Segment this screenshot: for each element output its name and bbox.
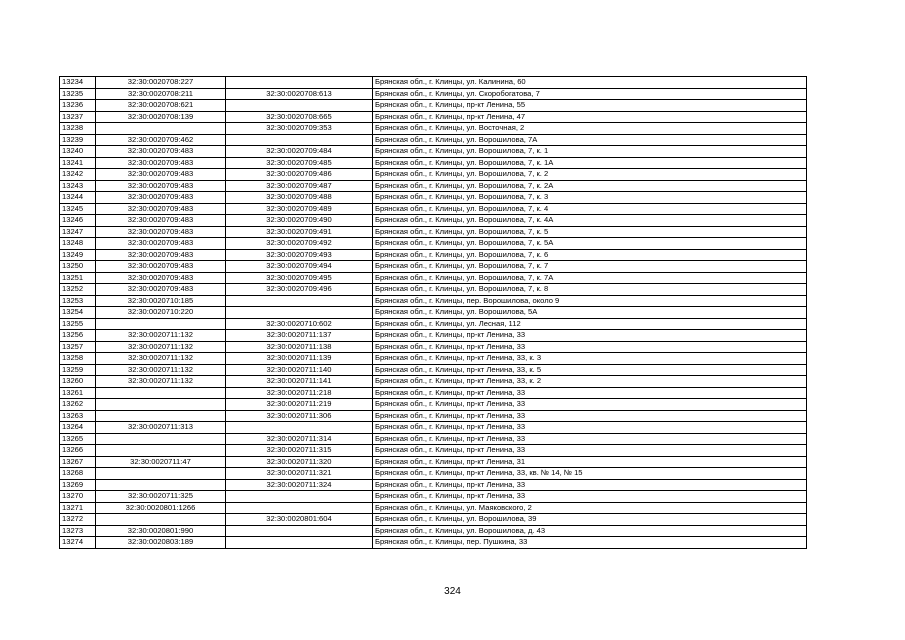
object-cadastral-number-cell: 32:30:0020709:353	[226, 123, 373, 135]
table-row	[60, 502, 807, 514]
object-cadastral-number-cell: 32:30:0020711:141	[226, 376, 373, 388]
row-number-cell: 13266	[60, 445, 96, 457]
table-row	[60, 422, 807, 434]
row-number-cell: 13274	[60, 537, 96, 549]
address-cell: Брянская обл., г. Клинцы, пр-кт Ленина, 31	[373, 456, 807, 468]
object-cadastral-number-cell: 32:30:0020709:494	[226, 261, 373, 273]
row-number-cell: 13239	[60, 134, 96, 146]
object-cadastral-number-cell	[226, 307, 373, 319]
cadastral-number-cell: 32:30:0020711:47	[96, 456, 226, 468]
address-cell: Брянская обл., г. Клинцы, пр-кт Ленина, 33	[373, 445, 807, 457]
row-number-cell: 13258	[60, 353, 96, 365]
cadastral-number-cell: 32:30:0020801:990	[96, 525, 226, 537]
object-cadastral-number-cell: 32:30:0020711:139	[226, 353, 373, 365]
row-number-cell: 13247	[60, 226, 96, 238]
address-cell: Брянская обл., г. Клинцы, ул. Восточная, 2	[373, 123, 807, 135]
object-cadastral-number-cell: 32:30:0020710:602	[226, 318, 373, 330]
cadastral-number-cell: 32:30:0020709:483	[96, 272, 226, 284]
cadastral-number-cell: 32:30:0020708:227	[96, 77, 226, 89]
table-row	[60, 525, 807, 537]
address-cell: Брянская обл., г. Клинцы, ул. Ворошилова, 7, к. 2	[373, 169, 807, 181]
address-cell: Брянская обл., г. Клинцы, ул. Ворошилова, 7, к. 7	[373, 261, 807, 273]
cadastral-number-cell: 32:30:0020711:132	[96, 353, 226, 365]
cadastral-number-cell: 32:30:0020801:1266	[96, 502, 226, 514]
address-cell: Брянская обл., г. Клинцы, пр-кт Ленина, 33	[373, 491, 807, 503]
cadastral-number-cell: 32:30:0020709:483	[96, 226, 226, 238]
object-cadastral-number-cell: 32:30:0020711:314	[226, 433, 373, 445]
row-number-cell: 13241	[60, 157, 96, 169]
table-row	[60, 169, 807, 181]
object-cadastral-number-cell	[226, 295, 373, 307]
row-number-cell: 13267	[60, 456, 96, 468]
row-number-cell: 13236	[60, 100, 96, 112]
row-number-cell: 13250	[60, 261, 96, 273]
address-cell: Брянская обл., г. Клинцы, ул. Ворошилова, 7, к. 7А	[373, 272, 807, 284]
object-cadastral-number-cell: 32:30:0020711:320	[226, 456, 373, 468]
cadastral-number-cell: 32:30:0020709:462	[96, 134, 226, 146]
object-cadastral-number-cell: 32:30:0020708:613	[226, 88, 373, 100]
object-cadastral-number-cell: 32:30:0020711:140	[226, 364, 373, 376]
table-row	[60, 445, 807, 457]
table-row	[60, 249, 807, 261]
cadastral-number-cell	[96, 318, 226, 330]
table-row	[60, 514, 807, 526]
row-number-cell: 13237	[60, 111, 96, 123]
table-row	[60, 456, 807, 468]
table-row	[60, 364, 807, 376]
row-number-cell: 13251	[60, 272, 96, 284]
row-number-cell: 13244	[60, 192, 96, 204]
object-cadastral-number-cell: 32:30:0020708:665	[226, 111, 373, 123]
address-cell: Брянская обл., г. Клинцы, пр-кт Ленина, 33, кв. № 14, № 15	[373, 468, 807, 480]
object-cadastral-number-cell	[226, 77, 373, 89]
registry-table-body	[60, 77, 807, 549]
table-row	[60, 238, 807, 250]
object-cadastral-number-cell	[226, 537, 373, 549]
cadastral-number-cell: 32:30:0020709:483	[96, 157, 226, 169]
table-row	[60, 134, 807, 146]
row-number-cell: 13254	[60, 307, 96, 319]
cadastral-number-cell: 32:30:0020709:483	[96, 284, 226, 296]
row-number-cell: 13245	[60, 203, 96, 215]
row-number-cell: 13263	[60, 410, 96, 422]
object-cadastral-number-cell	[226, 422, 373, 434]
object-cadastral-number-cell: 32:30:0020709:496	[226, 284, 373, 296]
row-number-cell: 13265	[60, 433, 96, 445]
cadastral-number-cell	[96, 445, 226, 457]
row-number-cell: 13255	[60, 318, 96, 330]
object-cadastral-number-cell: 32:30:0020709:493	[226, 249, 373, 261]
address-cell: Брянская обл., г. Клинцы, пр-кт Ленина, 33, к. 5	[373, 364, 807, 376]
address-cell: Брянская обл., г. Клинцы, ул. Ворошилова, 7А	[373, 134, 807, 146]
row-number-cell: 13238	[60, 123, 96, 135]
table-row	[60, 88, 807, 100]
object-cadastral-number-cell: 32:30:0020711:324	[226, 479, 373, 491]
table-row	[60, 192, 807, 204]
table-row	[60, 468, 807, 480]
table-row	[60, 318, 807, 330]
address-cell: Брянская обл., г. Клинцы, пр-кт Ленина, 33, к. 2	[373, 376, 807, 388]
table-row	[60, 261, 807, 273]
row-number-cell: 13273	[60, 525, 96, 537]
object-cadastral-number-cell	[226, 502, 373, 514]
address-cell: Брянская обл., г. Клинцы, пр-кт Ленина, 33	[373, 399, 807, 411]
cadastral-number-cell: 32:30:0020711:132	[96, 330, 226, 342]
row-number-cell: 13235	[60, 88, 96, 100]
object-cadastral-number-cell: 32:30:0020711:137	[226, 330, 373, 342]
table-row	[60, 111, 807, 123]
address-cell: Брянская обл., г. Клинцы, пр-кт Ленина, 33	[373, 341, 807, 353]
cadastral-number-cell: 32:30:0020711:132	[96, 364, 226, 376]
page-number: 324	[444, 586, 461, 597]
address-cell: Брянская обл., г. Клинцы, ул. Ворошилова, 7, к. 2А	[373, 180, 807, 192]
object-cadastral-number-cell: 32:30:0020711:138	[226, 341, 373, 353]
row-number-cell: 13260	[60, 376, 96, 388]
address-cell: Брянская обл., г. Клинцы, ул. Скоробогатова, 7	[373, 88, 807, 100]
row-number-cell: 13246	[60, 215, 96, 227]
cadastral-number-cell	[96, 479, 226, 491]
row-number-cell: 13253	[60, 295, 96, 307]
object-cadastral-number-cell	[226, 100, 373, 112]
cadastral-number-cell	[96, 410, 226, 422]
table-row	[60, 215, 807, 227]
row-number-cell: 13269	[60, 479, 96, 491]
cadastral-number-cell: 32:30:0020709:483	[96, 215, 226, 227]
address-cell: Брянская обл., г. Клинцы, пр-кт Ленина, 33	[373, 433, 807, 445]
table-row	[60, 330, 807, 342]
table-row	[60, 479, 807, 491]
cadastral-number-cell	[96, 514, 226, 526]
object-cadastral-number-cell	[226, 491, 373, 503]
table-row	[60, 387, 807, 399]
cadastral-number-cell: 32:30:0020708:211	[96, 88, 226, 100]
object-cadastral-number-cell: 32:30:0020709:485	[226, 157, 373, 169]
cadastral-number-cell	[96, 387, 226, 399]
address-cell: Брянская обл., г. Клинцы, ул. Ворошилова, 7, к. 1	[373, 146, 807, 158]
address-cell: Брянская обл., г. Клинцы, пр-кт Ленина, 33	[373, 330, 807, 342]
address-cell: Брянская обл., г. Клинцы, ул. Ворошилова, 7, к. 5А	[373, 238, 807, 250]
table-row	[60, 353, 807, 365]
cadastral-number-cell	[96, 433, 226, 445]
table-row	[60, 272, 807, 284]
object-cadastral-number-cell: 32:30:0020709:489	[226, 203, 373, 215]
row-number-cell: 13243	[60, 180, 96, 192]
table-row	[60, 100, 807, 112]
address-cell: Брянская обл., г. Клинцы, ул. Ворошилова, 5А	[373, 307, 807, 319]
row-number-cell: 13270	[60, 491, 96, 503]
row-number-cell: 13259	[60, 364, 96, 376]
cadastral-number-cell: 32:30:0020711:313	[96, 422, 226, 434]
cadastral-number-cell: 32:30:0020709:483	[96, 238, 226, 250]
cadastral-number-cell: 32:30:0020709:483	[96, 180, 226, 192]
object-cadastral-number-cell: 32:30:0020709:484	[226, 146, 373, 158]
address-cell: Брянская обл., г. Клинцы, пр-кт Ленина, 47	[373, 111, 807, 123]
object-cadastral-number-cell: 32:30:0020709:495	[226, 272, 373, 284]
address-cell: Брянская обл., г. Клинцы, ул. Лесная, 112	[373, 318, 807, 330]
row-number-cell: 13264	[60, 422, 96, 434]
cadastral-number-cell: 32:30:0020711:132	[96, 341, 226, 353]
object-cadastral-number-cell: 32:30:0020711:321	[226, 468, 373, 480]
object-cadastral-number-cell: 32:30:0020801:604	[226, 514, 373, 526]
table-row	[60, 410, 807, 422]
object-cadastral-number-cell: 32:30:0020709:486	[226, 169, 373, 181]
row-number-cell: 13240	[60, 146, 96, 158]
object-cadastral-number-cell: 32:30:0020709:490	[226, 215, 373, 227]
object-cadastral-number-cell	[226, 525, 373, 537]
cadastral-number-cell: 32:30:0020709:483	[96, 249, 226, 261]
address-cell: Брянская обл., г. Клинцы, ул. Ворошилова, 39	[373, 514, 807, 526]
cadastral-number-cell	[96, 123, 226, 135]
table-row	[60, 284, 807, 296]
cadastral-number-cell: 32:30:0020710:220	[96, 307, 226, 319]
row-number-cell: 13249	[60, 249, 96, 261]
address-cell: Брянская обл., г. Клинцы, ул. Ворошилова, 7, к. 3	[373, 192, 807, 204]
address-cell: Брянская обл., г. Клинцы, ул. Ворошилова, 7, к. 8	[373, 284, 807, 296]
cadastral-number-cell: 32:30:0020709:483	[96, 146, 226, 158]
table-row	[60, 295, 807, 307]
address-cell: Брянская обл., г. Клинцы, пр-кт Ленина, 33, к. 3	[373, 353, 807, 365]
address-cell: Брянская обл., г. Клинцы, пр-кт Ленина, 55	[373, 100, 807, 112]
address-cell: Брянская обл., г. Клинцы, ул. Ворошилова, 7, к. 6	[373, 249, 807, 261]
table-row	[60, 226, 807, 238]
cadastral-number-cell: 32:30:0020710:185	[96, 295, 226, 307]
address-cell: Брянская обл., г. Клинцы, пер. Пушкина, 33	[373, 537, 807, 549]
address-cell: Брянская обл., г. Клинцы, пр-кт Ленина, 33	[373, 387, 807, 399]
object-cadastral-number-cell: 32:30:0020711:218	[226, 387, 373, 399]
cadastral-number-cell: 32:30:0020708:139	[96, 111, 226, 123]
row-number-cell: 13272	[60, 514, 96, 526]
address-cell: Брянская обл., г. Клинцы, пр-кт Ленина, 33	[373, 422, 807, 434]
object-cadastral-number-cell	[226, 134, 373, 146]
table-row	[60, 399, 807, 411]
address-cell: Брянская обл., г. Клинцы, ул. Ворошилова, д. 43	[373, 525, 807, 537]
table-row	[60, 307, 807, 319]
table-row	[60, 123, 807, 135]
cadastral-number-cell	[96, 399, 226, 411]
cadastral-number-cell: 32:30:0020709:483	[96, 192, 226, 204]
cadastral-number-cell: 32:30:0020709:483	[96, 169, 226, 181]
address-cell: Брянская обл., г. Клинцы, ул. Калинина, 60	[373, 77, 807, 89]
object-cadastral-number-cell: 32:30:0020711:219	[226, 399, 373, 411]
address-cell: Брянская обл., г. Клинцы, пр-кт Ленина, 33	[373, 410, 807, 422]
cadastral-number-cell: 32:30:0020711:325	[96, 491, 226, 503]
table-row	[60, 341, 807, 353]
table-row	[60, 146, 807, 158]
table-row	[60, 537, 807, 549]
row-number-cell: 13268	[60, 468, 96, 480]
address-cell: Брянская обл., г. Клинцы, пер. Ворошилова, около 9	[373, 295, 807, 307]
cadastral-number-cell: 32:30:0020709:483	[96, 203, 226, 215]
object-cadastral-number-cell: 32:30:0020709:491	[226, 226, 373, 238]
address-cell: Брянская обл., г. Клинцы, пр-кт Ленина, 33	[373, 479, 807, 491]
object-cadastral-number-cell: 32:30:0020711:306	[226, 410, 373, 422]
address-cell: Брянская обл., г. Клинцы, ул. Маяковского, 2	[373, 502, 807, 514]
object-cadastral-number-cell: 32:30:0020709:492	[226, 238, 373, 250]
table-row	[60, 180, 807, 192]
table-row	[60, 77, 807, 89]
cadastral-number-cell: 32:30:0020709:483	[96, 261, 226, 273]
row-number-cell: 13261	[60, 387, 96, 399]
address-cell: Брянская обл., г. Клинцы, ул. Ворошилова, 7, к. 1А	[373, 157, 807, 169]
table-row	[60, 491, 807, 503]
row-number-cell: 13257	[60, 341, 96, 353]
cadastral-number-cell: 32:30:0020711:132	[96, 376, 226, 388]
row-number-cell: 13252	[60, 284, 96, 296]
address-cell: Брянская обл., г. Клинцы, ул. Ворошилова, 7, к. 5	[373, 226, 807, 238]
row-number-cell: 13271	[60, 502, 96, 514]
address-cell: Брянская обл., г. Клинцы, ул. Ворошилова, 7, к. 4	[373, 203, 807, 215]
table-row	[60, 157, 807, 169]
row-number-cell: 13256	[60, 330, 96, 342]
object-cadastral-number-cell: 32:30:0020711:315	[226, 445, 373, 457]
row-number-cell: 13242	[60, 169, 96, 181]
object-cadastral-number-cell: 32:30:0020709:488	[226, 192, 373, 204]
row-number-cell: 13234	[60, 77, 96, 89]
object-cadastral-number-cell: 32:30:0020709:487	[226, 180, 373, 192]
table-row	[60, 433, 807, 445]
property-registry-table	[59, 76, 807, 549]
table-row	[60, 203, 807, 215]
address-cell: Брянская обл., г. Клинцы, ул. Ворошилова, 7, к. 4А	[373, 215, 807, 227]
row-number-cell: 13248	[60, 238, 96, 250]
cadastral-number-cell: 32:30:0020708:621	[96, 100, 226, 112]
cadastral-number-cell: 32:30:0020803:189	[96, 537, 226, 549]
table-row	[60, 376, 807, 388]
cadastral-number-cell	[96, 468, 226, 480]
row-number-cell: 13262	[60, 399, 96, 411]
